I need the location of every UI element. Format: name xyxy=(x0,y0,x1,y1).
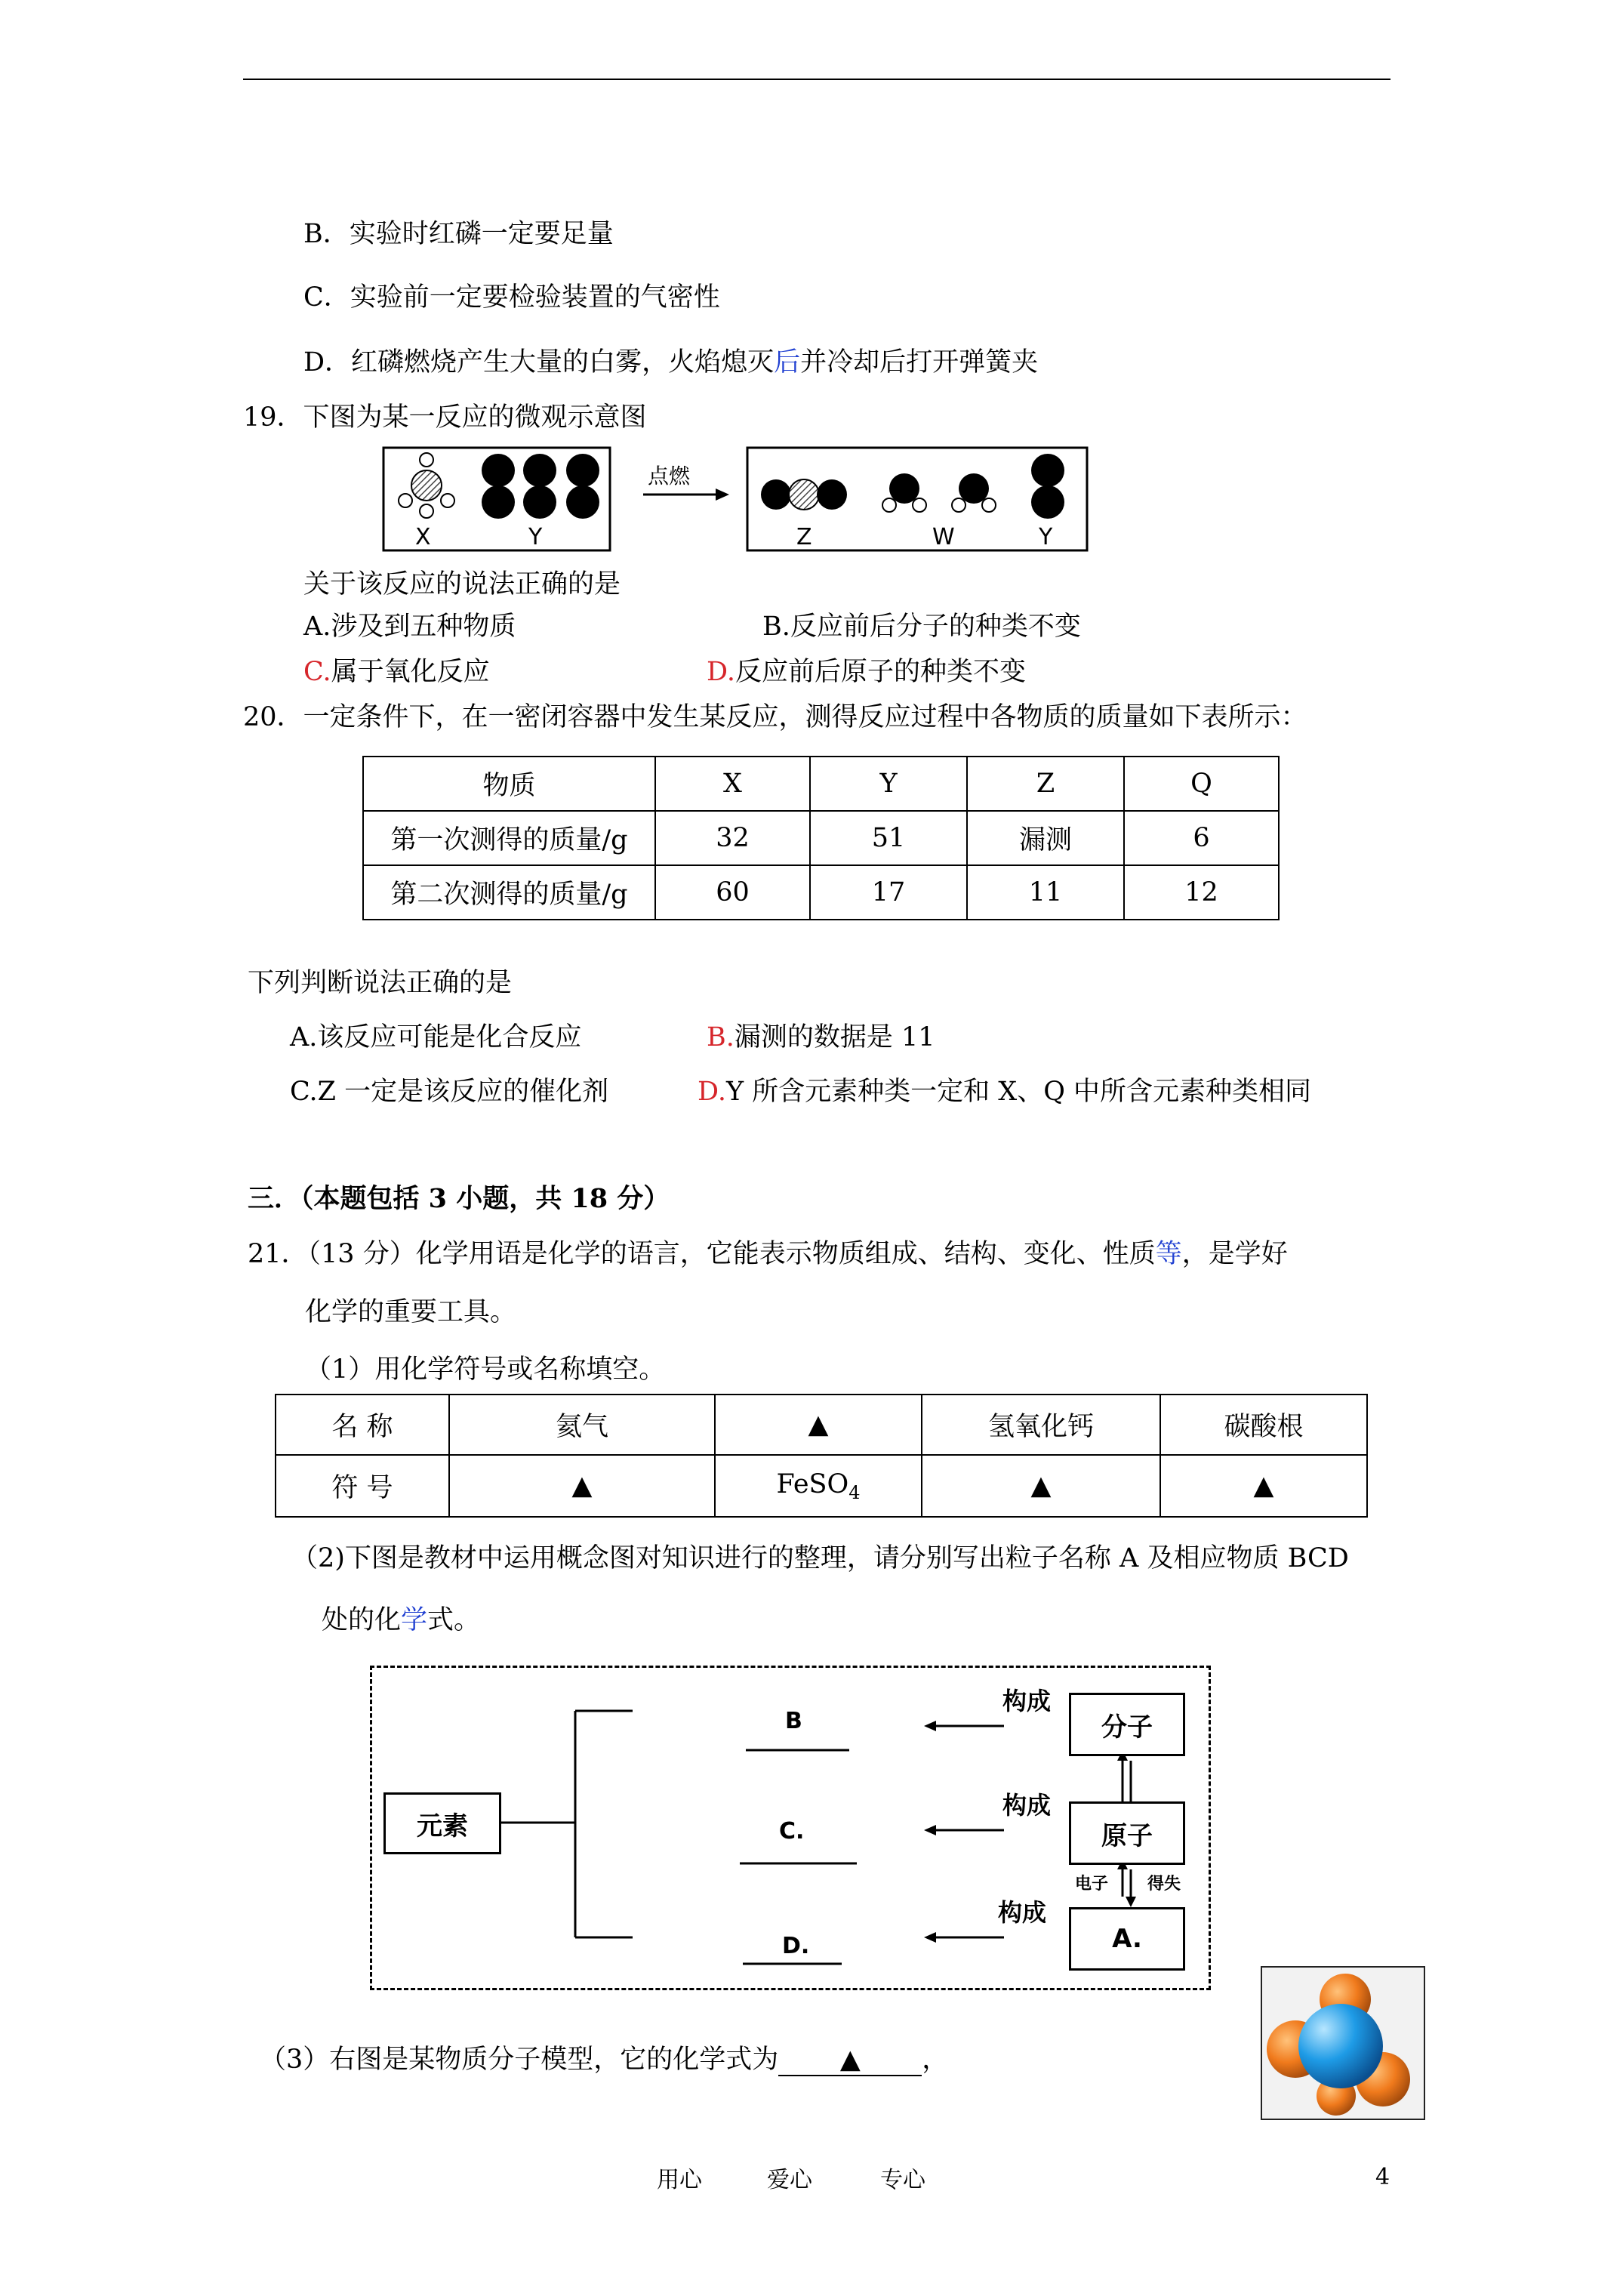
particle-a-node: A. xyxy=(1069,1907,1185,1971)
table-cell: 碳酸根 xyxy=(1160,1395,1367,1455)
table-cell: ▲ xyxy=(922,1455,1160,1517)
w-h-atom xyxy=(982,498,996,512)
q18-option-d xyxy=(303,341,1038,379)
q20-option-a: A.该反应可能是化合反应 xyxy=(290,1022,582,1052)
q18-option-c: C．实验前一定要检验装置的气密性 xyxy=(303,282,720,313)
z-central-atom xyxy=(789,479,819,510)
blank-c-label: C. xyxy=(779,1818,805,1845)
q21-part2-line2 xyxy=(322,1599,480,1637)
q21-part3-tail: ， xyxy=(922,2045,949,2075)
q19-option-d-letter: D. xyxy=(707,657,735,687)
footer-motto-3: 专心 xyxy=(880,2167,925,2193)
q21-stem-tail: ，是学好 xyxy=(1181,1239,1288,1269)
table-cell: 60 xyxy=(655,865,810,920)
section-heading: 三．（本题包括 3 小题，共 18 分） xyxy=(248,1183,670,1214)
page-number: 4 xyxy=(1375,2164,1390,2190)
y-atom xyxy=(523,454,556,487)
reaction-diagram xyxy=(377,442,1095,555)
q20-option-b xyxy=(707,1016,935,1054)
label-x: X xyxy=(415,524,431,550)
answer-blank: ▲ xyxy=(778,2045,922,2076)
y-atom xyxy=(566,485,599,519)
q21-part2-mark: 学 xyxy=(401,1605,428,1635)
q19-option-d xyxy=(707,651,1026,689)
q21-symbol-table xyxy=(275,1394,1368,1518)
w-h-atom xyxy=(913,498,926,512)
y-atom xyxy=(523,485,556,519)
y-atom xyxy=(566,454,599,487)
table-cell: 名 称 xyxy=(276,1395,449,1455)
y-atom xyxy=(482,485,515,519)
q19-option-d-text: 反应前后原子的种类不变 xyxy=(735,657,1026,687)
q20-stem: 20．一定条件下，在一密闭容器中发生某反应，测得反应过程中各物质的质量如下表所示： xyxy=(243,702,1307,732)
label-y-left: Y xyxy=(528,524,543,550)
q20-option-d-letter: D. xyxy=(698,1077,726,1107)
q21-part2-tail: 式。 xyxy=(427,1605,481,1635)
x-h-atom xyxy=(420,504,433,518)
molecule-node: 分子 xyxy=(1069,1693,1185,1756)
table-header-cell: Q xyxy=(1124,757,1279,811)
table-cell: ▲ xyxy=(1160,1455,1367,1517)
w-h-atom xyxy=(882,498,896,512)
q21-part3-text: （3）右图是某物质分子模型，它的化学式为 xyxy=(260,2045,779,2075)
q21-part2-line1: （2)下图是教材中运用概念图对知识进行的整理，请分别写出粒子名称 A 及相应物质 BCD xyxy=(291,1543,1349,1573)
q20-option-d xyxy=(698,1071,1311,1108)
table-cell: 氢氧化钙 xyxy=(922,1395,1160,1455)
table-row xyxy=(276,1395,1367,1455)
x-h-atom xyxy=(420,453,433,467)
table-cell-formula xyxy=(715,1455,922,1517)
label-z: Z xyxy=(796,524,812,550)
y-atom xyxy=(1031,454,1064,487)
q21-stem-text: 21．（13 分）化学用语是化学的语言，它能表示物质组成、结构、变化、性质 xyxy=(248,1239,1156,1269)
x-central-atom xyxy=(411,470,442,501)
arrow-head xyxy=(716,488,729,501)
y-atom xyxy=(482,454,515,487)
electron-label: 电子 xyxy=(1075,1875,1109,1894)
formula-subscript: 4 xyxy=(848,1481,861,1503)
q19-option-c xyxy=(303,651,490,689)
q19-option-a: A.涉及到五种物质 xyxy=(303,612,516,642)
q20-mass-table xyxy=(362,756,1280,920)
q20-option-c: C.Z 一定是该反应的催化剂 xyxy=(290,1077,609,1107)
footer-motto-2: 爱心 xyxy=(767,2167,812,2193)
header-rule xyxy=(243,79,1390,80)
table-row xyxy=(276,1455,1367,1517)
table-cell: 第一次测得的质量/g xyxy=(363,811,655,865)
table-cell: 51 xyxy=(810,811,967,865)
q18-option-b: B．实验时红磷一定要足量 xyxy=(303,219,614,249)
atom-node: 原子 xyxy=(1069,1801,1185,1865)
gain-lose-label: 得失 xyxy=(1147,1875,1181,1894)
table-cell: ▲ xyxy=(449,1455,715,1517)
q19-option-c-letter: C. xyxy=(303,657,331,687)
q19-option-c-text: 属于氧化反应 xyxy=(331,657,490,687)
table-row xyxy=(363,757,1279,811)
x-h-atom xyxy=(441,494,454,507)
table-cell: 12 xyxy=(1124,865,1279,920)
table-cell: 符 号 xyxy=(276,1455,449,1517)
blank-b-label: B xyxy=(785,1708,802,1734)
q20-option-d-text: Y 所含元素种类一定和 X、Q 中所含元素种类相同 xyxy=(725,1077,1312,1107)
element-node: 元素 xyxy=(383,1792,501,1854)
q18-option-d-text: D．红磷燃烧产生大量的白雾，火焰熄灭 xyxy=(303,347,775,378)
table-cell: ▲ xyxy=(715,1395,922,1455)
q19-stem: 19．下图为某一反应的微观示意图 xyxy=(243,402,647,433)
compose-label: 构成 xyxy=(1002,1687,1052,1715)
table-header-cell: 物质 xyxy=(363,757,655,811)
table-header-cell: Z xyxy=(967,757,1124,811)
arrow-label: 点燃 xyxy=(648,464,691,488)
label-w: W xyxy=(932,524,955,550)
ammonia-model-icon xyxy=(1262,1968,1424,2119)
table-cell: 第二次测得的质量/g xyxy=(363,865,655,920)
q18-option-d-mark: 后 xyxy=(774,347,801,378)
x-h-atom xyxy=(399,494,412,507)
table-row xyxy=(363,865,1279,920)
table-cell: 17 xyxy=(810,865,967,920)
q20-option-b-letter: B. xyxy=(707,1022,735,1052)
formula-text: FeSO xyxy=(776,1469,849,1499)
q19-question: 关于该反应的说法正确的是 xyxy=(303,569,621,599)
molecule-model-photo xyxy=(1261,1966,1425,2120)
q21-part1: （1）用化学符号或名称填空。 xyxy=(305,1354,666,1385)
compose-label: 构成 xyxy=(1002,1791,1052,1820)
table-cell: 氦气 xyxy=(449,1395,715,1455)
z-atom xyxy=(761,479,791,510)
q18-option-d-tail: 并冷却后打开弹簧夹 xyxy=(800,347,1039,378)
q21-stem-mark: 等 xyxy=(1155,1239,1182,1269)
w-h-atom xyxy=(952,498,965,512)
q21-part2-text: 处的化 xyxy=(322,1605,402,1635)
footer-motto-1: 用心 xyxy=(657,2167,702,2193)
q20-question: 下列判断说法正确的是 xyxy=(248,968,513,998)
table-header-cell: Y xyxy=(810,757,967,811)
q21-part3 xyxy=(260,2039,948,2076)
compose-label: 构成 xyxy=(998,1898,1047,1927)
table-cell: 11 xyxy=(967,865,1124,920)
label-y-right: Y xyxy=(1039,524,1053,550)
y-atom xyxy=(1031,485,1064,519)
table-cell: 漏测 xyxy=(967,811,1124,865)
z-atom xyxy=(817,479,847,510)
table-header-cell: X xyxy=(655,757,810,811)
q20-option-b-text: 漏测的数据是 11 xyxy=(734,1022,935,1052)
blank-d-label: D. xyxy=(782,1933,810,1959)
table-cell: 32 xyxy=(655,811,810,865)
table-cell: 6 xyxy=(1124,811,1279,865)
q21-stem-line2: 化学的重要工具。 xyxy=(305,1297,517,1327)
table-row xyxy=(363,811,1279,865)
q21-stem xyxy=(248,1233,1288,1271)
q19-option-b: B.反应前后分子的种类不变 xyxy=(762,612,1081,642)
